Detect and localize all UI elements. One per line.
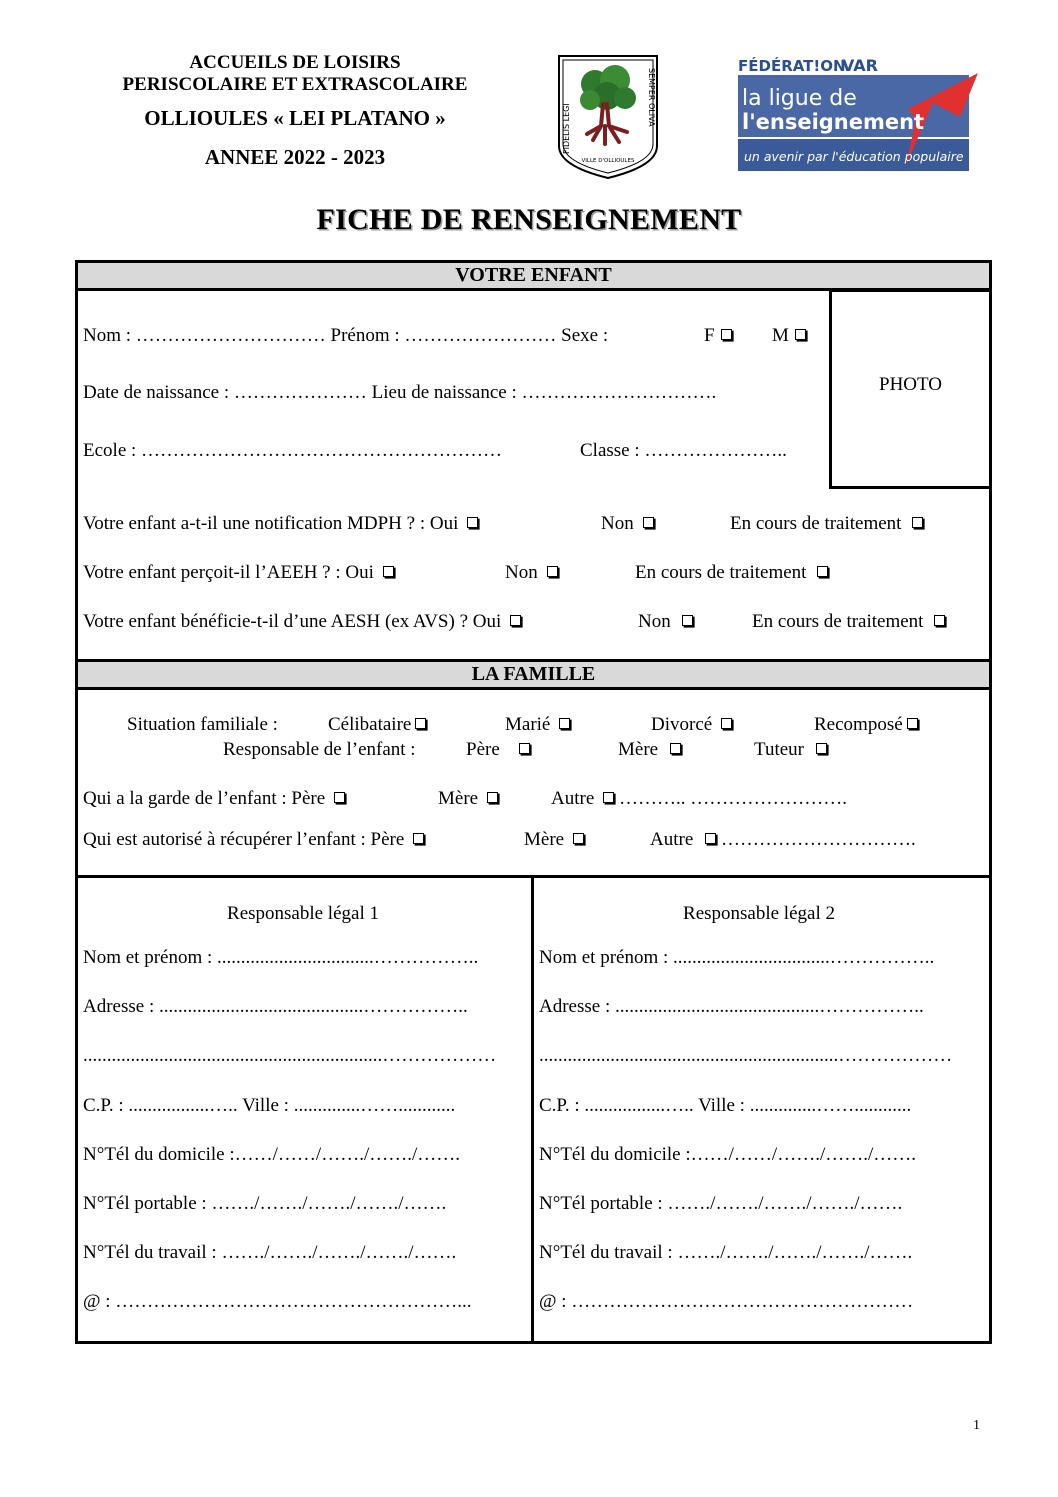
resp1-tel-domicile-field[interactable]: N°Tél du domicile :……/……/……./……./……. bbox=[83, 1144, 461, 1165]
garde-mere-checkbox[interactable] bbox=[487, 792, 498, 803]
resp1-tel-travail-field[interactable]: N°Tél du travail : ……./……./……./……./……. bbox=[83, 1242, 457, 1263]
naissance-field[interactable] bbox=[83, 382, 716, 404]
photo-label: PHOTO bbox=[879, 374, 942, 395]
marie-option[interactable] bbox=[505, 714, 570, 736]
responsable-pere-option[interactable] bbox=[466, 739, 530, 761]
responsable-label: Responsable de l’enfant : bbox=[223, 739, 416, 760]
ligue-tagline: un avenir par l'éducation populaire bbox=[744, 149, 964, 164]
sexe-m-label: M bbox=[772, 325, 789, 346]
header-line-1: ACCUEILS DE LOISIRS bbox=[189, 52, 401, 73]
aesh-non-checkbox[interactable] bbox=[682, 615, 693, 626]
garde-autre-checkbox[interactable] bbox=[603, 792, 614, 803]
section-header-famille: LA FAMILLE bbox=[78, 662, 989, 687]
aeeh-non-option[interactable] bbox=[505, 562, 558, 584]
aeeh-non-label: Non bbox=[505, 562, 538, 583]
garde-autre-label: Autre bbox=[551, 788, 595, 809]
classe-label: Classe : ………………….. bbox=[580, 440, 787, 461]
aeeh-oui-checkbox[interactable] bbox=[383, 566, 394, 577]
garde-pere-checkbox[interactable] bbox=[334, 792, 345, 803]
resp1-tel-portable-field[interactable]: N°Tél portable : ……./……./……./……./……. bbox=[83, 1193, 447, 1214]
garde-mere-label: Mère bbox=[438, 788, 479, 809]
sexe-f-label: F bbox=[704, 325, 715, 346]
aesh-non-option[interactable] bbox=[638, 611, 693, 633]
aeeh-label: Votre enfant perçoit-il l’AEEH ? : Oui bbox=[83, 562, 374, 583]
page-number: 1 bbox=[973, 1418, 980, 1433]
mdph-question bbox=[83, 513, 478, 535]
header-block bbox=[40, 52, 550, 170]
responsable-mere-option[interactable] bbox=[618, 739, 681, 761]
nom-label: Nom : ………………………… bbox=[83, 325, 331, 346]
ligue-line-1: la ligue de bbox=[742, 86, 857, 111]
crest-right-motto: SEMPER OLIVA bbox=[647, 68, 656, 127]
aesh-non-label: Non bbox=[638, 611, 671, 632]
resp2-tel-portable-field[interactable]: N°Tél portable : ……./……./……./……./……. bbox=[539, 1193, 903, 1214]
recompose-checkbox[interactable] bbox=[907, 718, 918, 729]
tuteur-label: Tuteur bbox=[754, 739, 804, 760]
celibataire-option[interactable] bbox=[328, 714, 426, 736]
nom-field[interactable] bbox=[83, 325, 608, 347]
resp2-email-field[interactable]: @ : ……………………………………………… bbox=[539, 1291, 914, 1312]
mdph-non-label: Non bbox=[601, 513, 634, 534]
ligue-enseignement-logo bbox=[738, 55, 980, 175]
column-divider bbox=[531, 877, 534, 1341]
garde-label: Qui a la garde de l’enfant : bbox=[83, 788, 287, 809]
autorise-autre-label: Autre bbox=[650, 829, 694, 850]
garde-autre-field[interactable]: ……….. ……………………. bbox=[619, 788, 848, 809]
aesh-encours-label: En cours de traitement bbox=[752, 611, 924, 632]
mdph-encours-label: En cours de traitement bbox=[730, 513, 902, 534]
sexe-f-checkbox[interactable] bbox=[721, 329, 732, 340]
aesh-encours-option[interactable] bbox=[752, 611, 945, 633]
responsable-mere-label: Mère bbox=[618, 739, 659, 760]
crest-left-motto: FIDELIS LEGI bbox=[562, 103, 571, 154]
section-header-enfant: VOTRE ENFANT bbox=[78, 263, 989, 288]
divorce-checkbox[interactable] bbox=[721, 718, 732, 729]
aeeh-encours-label: En cours de traitement bbox=[635, 562, 807, 583]
mdph-label: Votre enfant a-t-il une notification MDPH ? : Oui bbox=[83, 513, 459, 534]
date-naissance-label: Date de naissance : ………………… bbox=[83, 382, 372, 403]
aeeh-encours-option[interactable] bbox=[635, 562, 828, 584]
garde-autre-option[interactable] bbox=[551, 788, 847, 810]
mdph-encours-option[interactable] bbox=[730, 513, 923, 535]
mdph-encours-checkbox[interactable] bbox=[912, 517, 923, 528]
celibataire-label: Célibataire bbox=[328, 714, 412, 735]
autorise-question bbox=[83, 829, 424, 851]
resp1-adresse2-field[interactable]: ...............................................................……………… bbox=[83, 1045, 497, 1066]
prenom-label: Prénom : …………………… bbox=[330, 325, 562, 346]
tuteur-checkbox[interactable] bbox=[816, 743, 827, 754]
ligue-line-2: l'enseignement bbox=[742, 110, 925, 134]
garde-question bbox=[83, 788, 345, 810]
resp1-title: Responsable légal 1 bbox=[227, 903, 379, 924]
autorise-autre-option[interactable] bbox=[650, 829, 916, 851]
resp1-cp-ville-field[interactable]: C.P. : .................….. Ville : ..............……............ bbox=[83, 1095, 456, 1116]
responsable-mere-checkbox[interactable] bbox=[670, 743, 681, 754]
garde-mere-option[interactable] bbox=[438, 788, 498, 810]
resp1-nom-field[interactable]: Nom et prénom : .................................…………….. bbox=[83, 947, 479, 968]
divorce-option[interactable] bbox=[651, 714, 732, 736]
resp2-nom-field[interactable]: Nom et prénom : .................................…………….. bbox=[539, 947, 935, 968]
autorise-mere-checkbox[interactable] bbox=[573, 833, 584, 844]
ecole-label: Ecole : ………………………………………………… bbox=[83, 440, 503, 461]
responsable-pere-label: Père bbox=[466, 739, 500, 760]
marie-checkbox[interactable] bbox=[559, 718, 570, 729]
var-label: VAR bbox=[842, 56, 878, 75]
celibataire-checkbox[interactable] bbox=[415, 718, 426, 729]
resp2-tel-domicile-field[interactable]: N°Tél du domicile :……/……/……./……./……. bbox=[539, 1144, 917, 1165]
autorise-mere-option[interactable] bbox=[524, 829, 584, 851]
resp1-adresse-field[interactable]: Adresse : ...........................................…………….. bbox=[83, 996, 468, 1017]
autorise-mere-label: Mère bbox=[524, 829, 565, 850]
autorise-autre-field[interactable]: …………………………. bbox=[721, 829, 916, 850]
photo-box[interactable] bbox=[829, 289, 989, 489]
federation-label: FÉDÉRAT!ON bbox=[738, 57, 846, 75]
recompose-option[interactable] bbox=[814, 714, 918, 736]
aesh-label: Votre enfant bénéficie-t-il d’une AESH (ex AVS) ? Oui bbox=[83, 611, 502, 632]
aeeh-non-checkbox[interactable] bbox=[547, 566, 558, 577]
header-year: ANNEE 2022 - 2023 bbox=[204, 145, 386, 169]
tuteur-option[interactable] bbox=[754, 739, 827, 761]
lieu-naissance-label: Lieu de naissance : …………………………. bbox=[371, 382, 717, 403]
marie-label: Marié bbox=[505, 714, 551, 735]
responsable-pere-checkbox[interactable] bbox=[519, 743, 530, 754]
resp2-cp-ville-field[interactable]: C.P. : .................….. Ville : ..............……............ bbox=[539, 1095, 912, 1116]
aeeh-encours-checkbox[interactable] bbox=[817, 566, 828, 577]
mdph-oui-checkbox[interactable] bbox=[467, 517, 478, 528]
autorise-label: Qui est autorisé à récupérer l’enfant : Père bbox=[83, 829, 405, 850]
resp2-title: Responsable légal 2 bbox=[683, 903, 835, 924]
sexe-m-checkbox[interactable] bbox=[795, 329, 806, 340]
resp1-email-field[interactable]: @ : ………………………………………………... bbox=[83, 1291, 472, 1312]
header-line-2: PERISCOLAIRE ET EXTRASCOLAIRE bbox=[122, 74, 468, 95]
autorise-pere-checkbox[interactable] bbox=[413, 833, 424, 844]
aesh-encours-checkbox[interactable] bbox=[934, 615, 945, 626]
ollioules-crest-logo bbox=[555, 54, 661, 180]
aesh-question bbox=[83, 611, 521, 633]
ecole-field[interactable] bbox=[83, 440, 502, 462]
situation-label: Situation familiale : bbox=[127, 714, 278, 735]
crest-bottom-text: VILLE D'OLLIOULES bbox=[581, 158, 635, 164]
sexe-label: Sexe : bbox=[561, 325, 609, 346]
autorise-autre-checkbox[interactable] bbox=[705, 833, 716, 844]
divorce-label: Divorcé bbox=[651, 714, 713, 735]
classe-field[interactable] bbox=[580, 440, 787, 462]
garde-pere-label: Père bbox=[291, 788, 326, 809]
aesh-oui-checkbox[interactable] bbox=[510, 615, 521, 626]
mdph-non-option[interactable] bbox=[601, 513, 654, 535]
page-title: FICHE DE RENSEIGNEMENT bbox=[316, 203, 742, 236]
sexe-m-option[interactable] bbox=[772, 325, 806, 347]
form-frame bbox=[75, 260, 992, 1344]
resp2-adresse-field[interactable]: Adresse : ...........................................…………….. bbox=[539, 996, 924, 1017]
header-line-3: OLLIOULES « LEI PLATANO » bbox=[144, 106, 446, 130]
aeeh-question bbox=[83, 562, 394, 584]
resp2-adresse2-field[interactable]: ...............................................................……………… bbox=[539, 1045, 953, 1066]
divider bbox=[78, 687, 989, 690]
recompose-label: Recomposé bbox=[814, 714, 903, 735]
mdph-non-checkbox[interactable] bbox=[643, 517, 654, 528]
sexe-f-option[interactable] bbox=[704, 325, 732, 347]
resp2-tel-travail-field[interactable]: N°Tél du travail : ……./……./……./……./……. bbox=[539, 1242, 913, 1263]
